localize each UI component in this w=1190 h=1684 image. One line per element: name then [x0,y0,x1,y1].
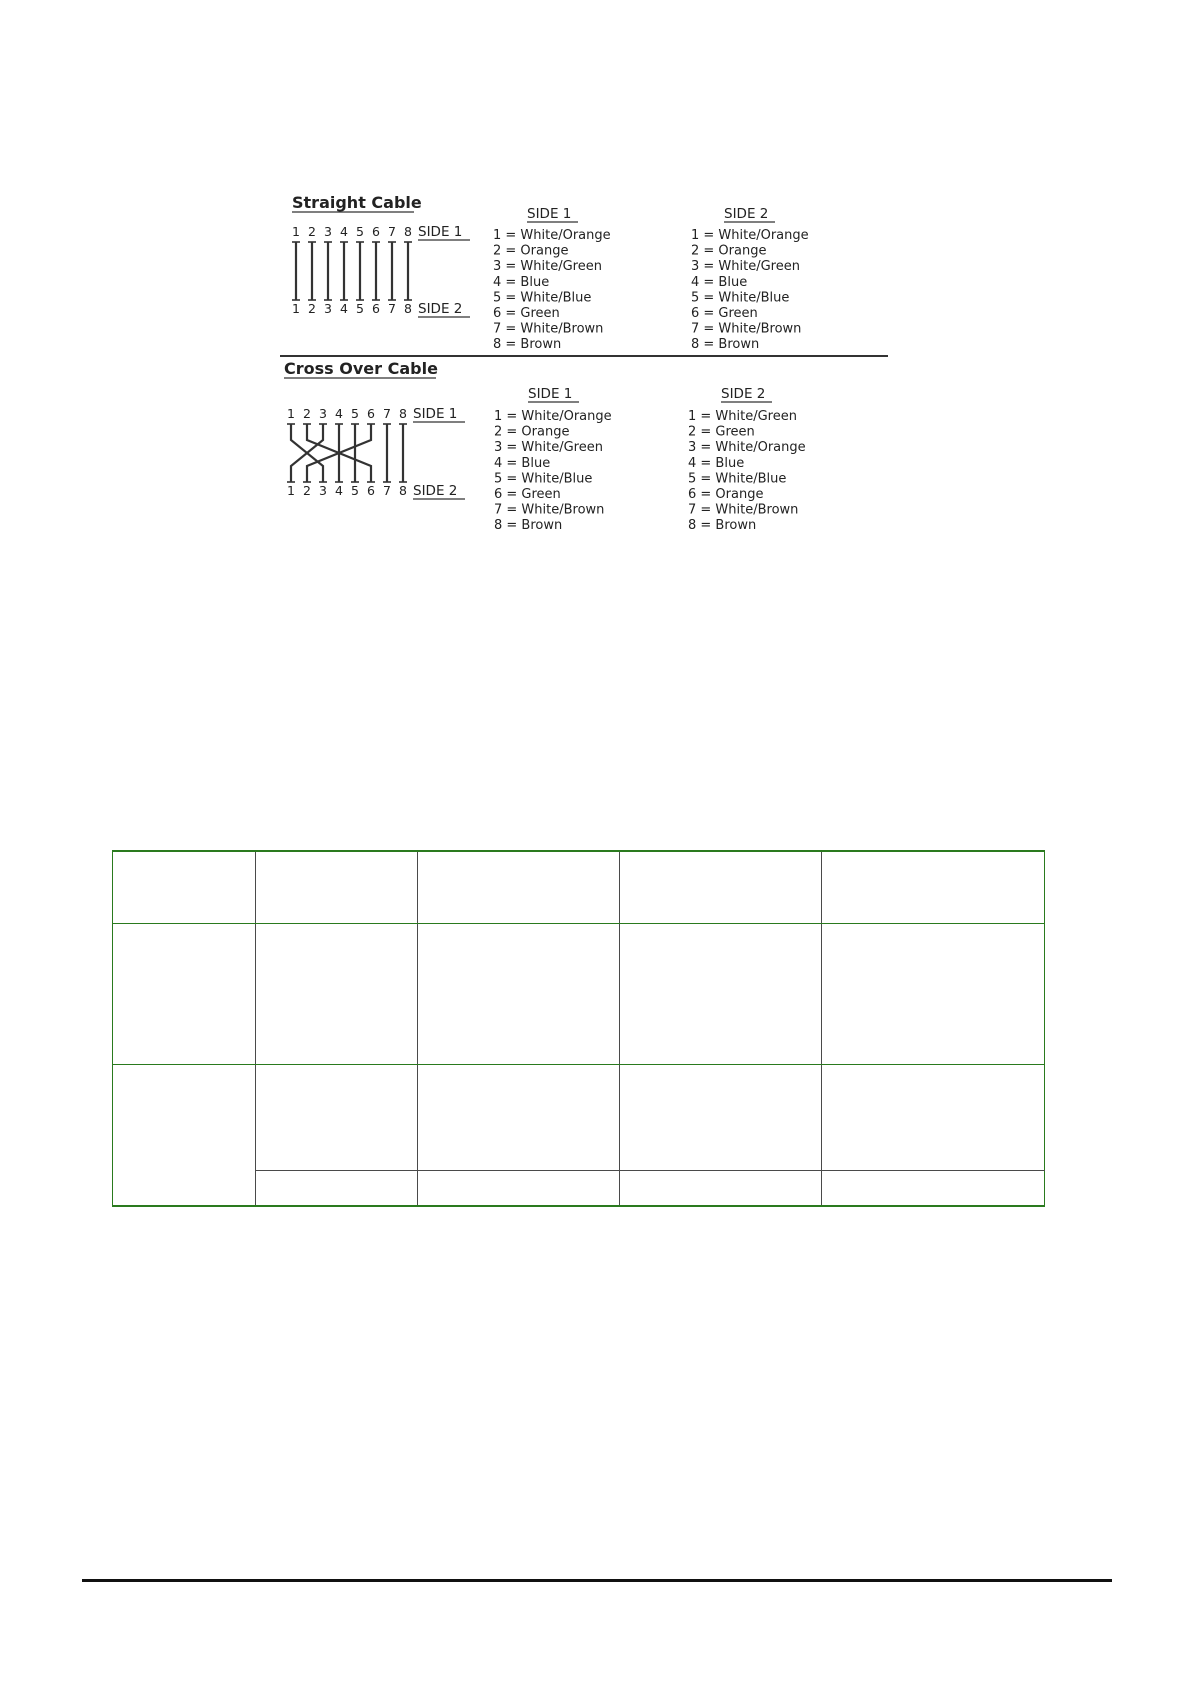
wire-color-item: 6 = Green [493,306,560,321]
table-cell [822,1170,1045,1206]
table-row [113,923,1045,1064]
table-cell [256,851,418,923]
table-cell [620,923,822,1064]
wire-color-item: 8 = Brown [691,337,760,353]
pin-number: 8 [399,406,407,421]
table-cell [620,851,822,923]
pin-number: 6 [367,483,375,498]
straight-side1-color-list [493,228,611,352]
crossover-side1-color-list [494,409,612,533]
crossover-pin-numbers-bottom [287,483,407,498]
table-row [113,851,1045,923]
crossover-list-side1-heading: SIDE 1 [528,386,573,402]
wire-color-item: 7 = White/Brown [493,321,604,337]
pin-number: 2 [303,483,311,498]
table-cell [620,1170,822,1206]
crossover-cable-section [284,359,806,533]
pin-number: 7 [383,406,391,421]
pin-number: 4 [335,406,343,421]
table-row [113,1064,1045,1170]
cable-wiring-figure [0,0,1190,560]
crossover-side1-label: SIDE 1 [413,406,458,422]
wire-color-item: 6 = Orange [688,487,764,502]
table-cell [822,851,1045,923]
pin-number: 1 [292,224,300,239]
pin-number: 1 [287,406,295,421]
blank-table [112,850,1045,1207]
table-cell [418,851,620,923]
pin-number: 2 [308,301,316,316]
straight-side2-color-list [691,228,809,352]
wire-color-item: 2 = Orange [493,243,569,259]
wire-color-item: 4 = Blue [691,274,748,290]
crossover-side2-label: SIDE 2 [413,483,458,499]
pin-number: 1 [287,483,295,498]
pin-number: 5 [351,406,359,421]
pin-number: 6 [372,301,380,316]
pin-number: 3 [319,483,327,498]
straight-cable-section [292,193,809,352]
wire-color-item: 6 = Green [691,306,758,321]
wire-color-item: 3 = White/Green [494,440,603,456]
wire-color-item: 1 = White/Orange [691,228,809,243]
pin-number: 5 [356,224,364,239]
straight-pin-numbers-top [292,224,412,239]
pin-number: 7 [388,224,396,239]
table-cell [418,1064,620,1170]
wire-color-item: 2 = Orange [691,243,767,259]
straight-side2-label: SIDE 2 [418,301,463,317]
pin-number: 2 [308,224,316,239]
wire-color-item: 7 = White/Brown [688,502,799,518]
straight-list-side1-heading: SIDE 1 [527,206,572,222]
table-cell [256,1170,418,1206]
wire-color-item: 1 = White/Green [688,409,797,424]
pin-number: 7 [383,483,391,498]
wire-color-item: 5 = White/Blue [493,290,592,306]
crossover-wires [287,424,407,482]
table-cell [113,1064,256,1206]
wire-color-item: 8 = Brown [494,518,563,534]
pin-number: 4 [340,224,348,239]
table-cell [418,1170,620,1206]
table-cell [256,923,418,1064]
wire-color-item: 5 = White/Blue [688,471,787,487]
wire-color-item: 1 = White/Orange [494,409,612,424]
straight-cable-title: Straight Cable [292,193,422,212]
pin-number: 8 [404,224,412,239]
wire-color-item: 8 = Brown [688,518,757,534]
wire-color-item: 5 = White/Blue [494,471,593,487]
wire-color-item: 7 = White/Brown [691,321,802,337]
pin-number: 4 [340,301,348,316]
crossover-side2-color-list [688,409,806,533]
pin-number: 5 [356,301,364,316]
wire-color-item: 8 = Brown [493,337,562,353]
pin-number: 5 [351,483,359,498]
wire-color-item: 3 = White/Green [691,259,800,275]
pin-number: 4 [335,483,343,498]
wire-color-item: 3 = White/Green [493,259,602,275]
pin-number: 8 [404,301,412,316]
straight-side1-label: SIDE 1 [418,224,463,240]
wire-color-item: 4 = Blue [688,455,745,471]
table-cell [256,1064,418,1170]
straight-pin-numbers-bottom [292,301,412,316]
wire-color-item: 3 = White/Orange [688,440,806,456]
wire-color-item: 2 = Green [688,424,755,440]
wire-color-item: 7 = White/Brown [494,502,605,518]
crossover-list-side2-heading: SIDE 2 [721,386,766,402]
table-cell [822,1064,1045,1170]
table-cell [418,923,620,1064]
pin-number: 1 [292,301,300,316]
pin-number: 6 [372,224,380,239]
pin-number: 3 [324,301,332,316]
table-cell [113,851,256,923]
wire-color-item: 5 = White/Blue [691,290,790,306]
wire-color-item: 4 = Blue [494,455,551,471]
pin-number: 8 [399,483,407,498]
table-cell [113,923,256,1064]
wire-color-item: 2 = Orange [494,424,570,440]
pin-number: 6 [367,406,375,421]
wire-color-item: 4 = Blue [493,274,550,290]
wire-color-item: 6 = Green [494,487,561,502]
wire-color-item: 1 = White/Orange [493,228,611,243]
crossover-cable-title: Cross Over Cable [284,359,438,378]
table-cell [822,923,1045,1064]
footer-rule [82,1579,1112,1582]
pin-number: 3 [319,406,327,421]
table-cell [620,1064,822,1170]
straight-wires [292,242,412,300]
straight-list-side2-heading: SIDE 2 [724,206,769,222]
pin-number: 3 [324,224,332,239]
pin-number: 7 [388,301,396,316]
crossover-pin-numbers-top [287,406,407,421]
pin-number: 2 [303,406,311,421]
